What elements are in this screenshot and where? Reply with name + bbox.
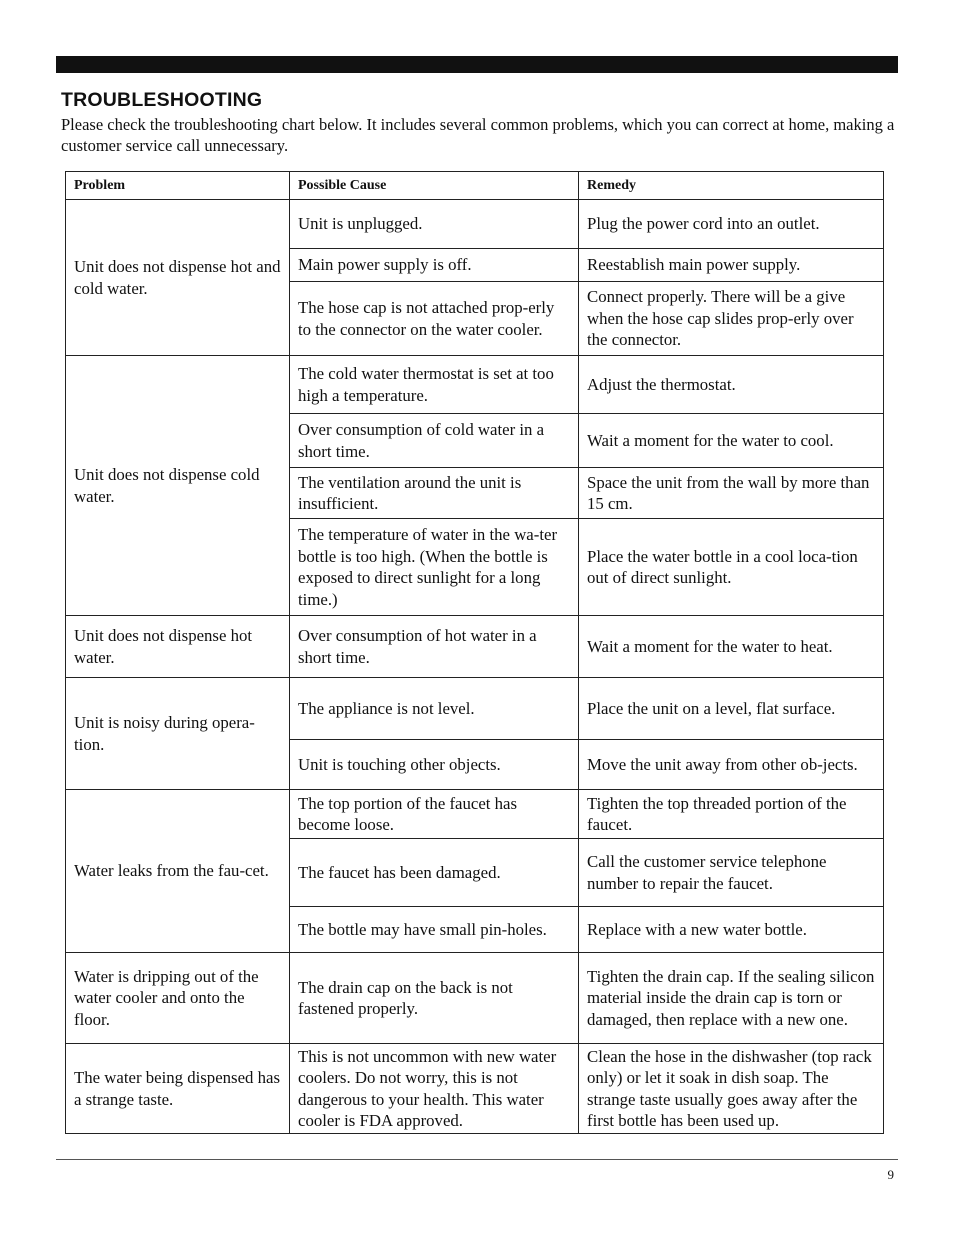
cause-cell: Over consumption of hot water in a short time.	[290, 616, 579, 678]
cause-cell: This is not uncommon with new water coolers. Do not worry, this is not dangerous to your health. This water cooler is FDA approved.	[290, 1044, 579, 1134]
table-row	[66, 200, 884, 249]
cause-cell: The hose cap is not attached prop-erly to the connector on the water cooler.	[290, 282, 579, 356]
problem-cell: Unit does not dispense cold water.	[66, 356, 290, 616]
cause-cell: The bottle may have small pin-holes.	[290, 907, 579, 953]
cause-cell: Unit is touching other objects.	[290, 740, 579, 790]
remedy-cell: Move the unit away from other ob-jects.	[579, 740, 884, 790]
intro-paragraph: Please check the troubleshooting chart below. It includes several common problems, which you can correct at home, making a customer service call unnecessary.	[61, 115, 895, 155]
remedy-cell: Connect properly. There will be a give when the hose cap slides prop-erly over the connector.	[579, 282, 884, 356]
header-problem: Problem	[66, 172, 290, 200]
remedy-cell: Wait a moment for the water to cool.	[579, 414, 884, 468]
remedy-cell: Tighten the drain cap. If the sealing silicon material inside the drain cap is torn or damaged, then replace with a new one.	[579, 953, 884, 1044]
problem-cell: The water being dispensed has a strange taste.	[66, 1044, 290, 1134]
remedy-cell: Plug the power cord into an outlet.	[579, 200, 884, 249]
cause-cell: Main power supply is off.	[290, 249, 579, 282]
problem-cell: Unit is noisy during opera-tion.	[66, 678, 290, 790]
remedy-cell: Replace with a new water bottle.	[579, 907, 884, 953]
cause-cell: The top portion of the faucet has become loose.	[290, 790, 579, 839]
cause-cell: The drain cap on the back is not fastened properly.	[290, 953, 579, 1044]
cause-cell: Over consumption of cold water in a short time.	[290, 414, 579, 468]
header-possible-cause: Possible Cause	[290, 172, 579, 200]
header-remedy: Remedy	[579, 172, 884, 200]
table-row	[66, 953, 884, 1044]
table-row	[66, 678, 884, 740]
remedy-cell: Reestablish main power supply.	[579, 249, 884, 282]
troubleshooting-table	[65, 171, 884, 1134]
problem-cell: Water is dripping out of the water cooler and onto the floor.	[66, 953, 290, 1044]
problem-cell: Unit does not dispense hot and cold water.	[66, 200, 290, 356]
cause-cell: The temperature of water in the wa-ter bottle is too high. (When the bottle is exposed to direct sunlight for a long time.)	[290, 519, 579, 616]
problem-cell: Water leaks from the fau-cet.	[66, 790, 290, 953]
footer-rule	[56, 1159, 898, 1160]
problem-cell: Unit does not dispense hot water.	[66, 616, 290, 678]
cause-cell: The appliance is not level.	[290, 678, 579, 740]
cause-cell: The cold water thermostat is set at too high a temperature.	[290, 356, 579, 414]
remedy-cell: Clean the hose in the dishwasher (top rack only) or let it soak in dish soap. The strange taste usually goes away after the first bottle has been used up.	[579, 1044, 884, 1134]
table-row	[66, 616, 884, 678]
table-header-row	[66, 172, 884, 200]
remedy-cell: Place the water bottle in a cool loca-tion out of direct sunlight.	[579, 519, 884, 616]
remedy-cell: Call the customer service telephone number to repair the faucet.	[579, 839, 884, 907]
table-row	[66, 790, 884, 839]
remedy-cell: Wait a moment for the water to heat.	[579, 616, 884, 678]
cause-cell: Unit is unplugged.	[290, 200, 579, 249]
page-number: 9	[887, 1167, 894, 1182]
cause-cell: The ventilation around the unit is insufficient.	[290, 468, 579, 519]
remedy-cell: Place the unit on a level, flat surface.	[579, 678, 884, 740]
remedy-cell: Tighten the top threaded portion of the faucet.	[579, 790, 884, 839]
table-row	[66, 356, 884, 414]
cause-cell: The faucet has been damaged.	[290, 839, 579, 907]
table-row	[66, 1044, 884, 1134]
remedy-cell: Space the unit from the wall by more than 15 cm.	[579, 468, 884, 519]
header-bar	[56, 56, 898, 73]
remedy-cell: Adjust the thermostat.	[579, 356, 884, 414]
section-title: TROUBLESHOOTING	[61, 89, 263, 111]
